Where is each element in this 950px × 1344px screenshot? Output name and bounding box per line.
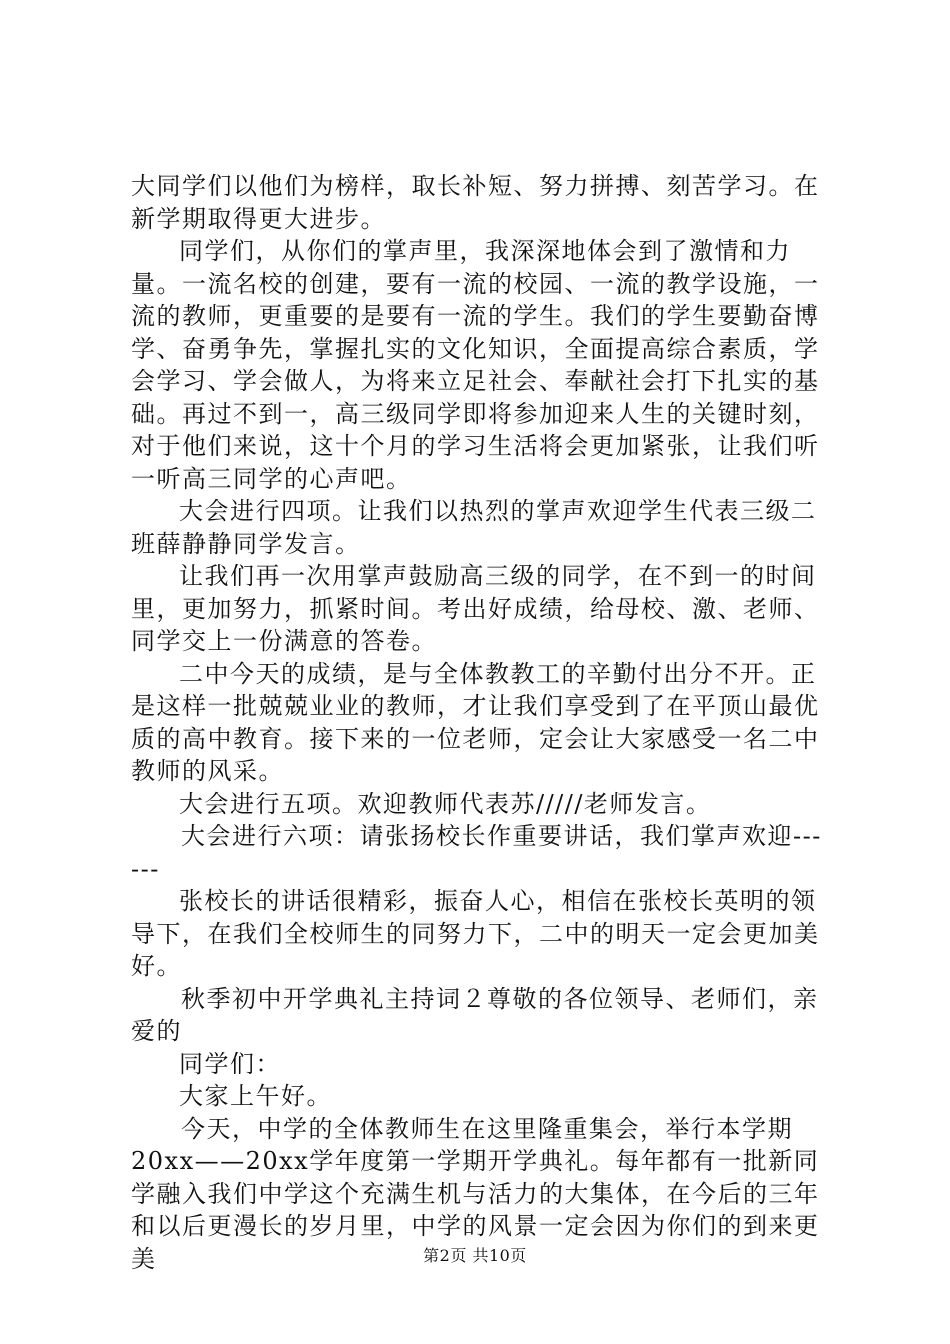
paragraph-8: 张校长的讲话很精彩，振奋人心，相信在张校长英明的领导下，在我们全校师生的同努力下，二中的明天一定会更加美好。 <box>131 887 820 980</box>
paragraph-6: 大会进行五项。欢迎教师代表苏/////老师发言。 <box>179 789 712 818</box>
document-body <box>131 170 831 1275</box>
paragraph-12: 今天，中学的全体教师生在这里隆重集会，举行本学期20xx——20xx学年度第一学期开学典礼。每年都有一批新同学融入我们中学这个充满生机与活力的大集体，在今后的三年和以后更漫长的岁月里，中学的风景一定会因为你们的到来更美 <box>131 1114 820 1273</box>
paragraph-5: 二中今天的成绩，是与全体教教工的辛勤付出分不开。正是这样一批兢兢业业的教师，才让我们享受到了在平顶山最优质的高中教育。接下来的一位老师，定会让大家感受一名二中教师的风采。 <box>131 659 820 785</box>
paragraph-7: 大会进行六项：请张扬校长作重要讲话，我们掌声欢迎------ <box>131 822 822 883</box>
paragraph-9: 秋季初中开学典礼主持词２尊敬的各位领导、老师们，亲爱的 <box>131 984 819 1045</box>
page-footer: 第2页 共10页 <box>423 1246 527 1265</box>
paragraph-11: 大家上午好。 <box>179 1082 332 1110</box>
paragraph-10: 同学们： <box>179 1049 281 1078</box>
paragraph-1: 大同学们以他们为榜样，取长补短、努力拼搏、刻苦学习。在新学期取得更大进步。 <box>131 172 820 233</box>
paragraph-4: 让我们再一次用掌声鼓励高三级的同学，在不到一的时间里，更加努力，抓紧时间。考出好成绩，给母校、激、老师、同学交上一份满意的答卷。 <box>131 562 820 655</box>
paragraph-2: 同学们，从你们的掌声里，我深深地体会到了激情和力量。一流名校的创建，要有一流的校园、一流的教学设施，一流的教师，更重要的是要有一流的学生。我们的学生要勤奋博学、奋勇争先，掌握扎实的文化知识，全面提高综合素质，学会学习、学会做人，为将来立足社会、奉献社会打下扎实的基础。再过不到一，高三级同学即将参加迎来人生的关键时刻，对于他们来说，这十个月的学习生活将会更加紧张，让我们听一听高三同学的心声吧。 <box>131 237 820 493</box>
paragraph-3: 大会进行四项。让我们以热烈的掌声欢迎学生代表三级二班薛静静同学发言。 <box>131 497 817 558</box>
